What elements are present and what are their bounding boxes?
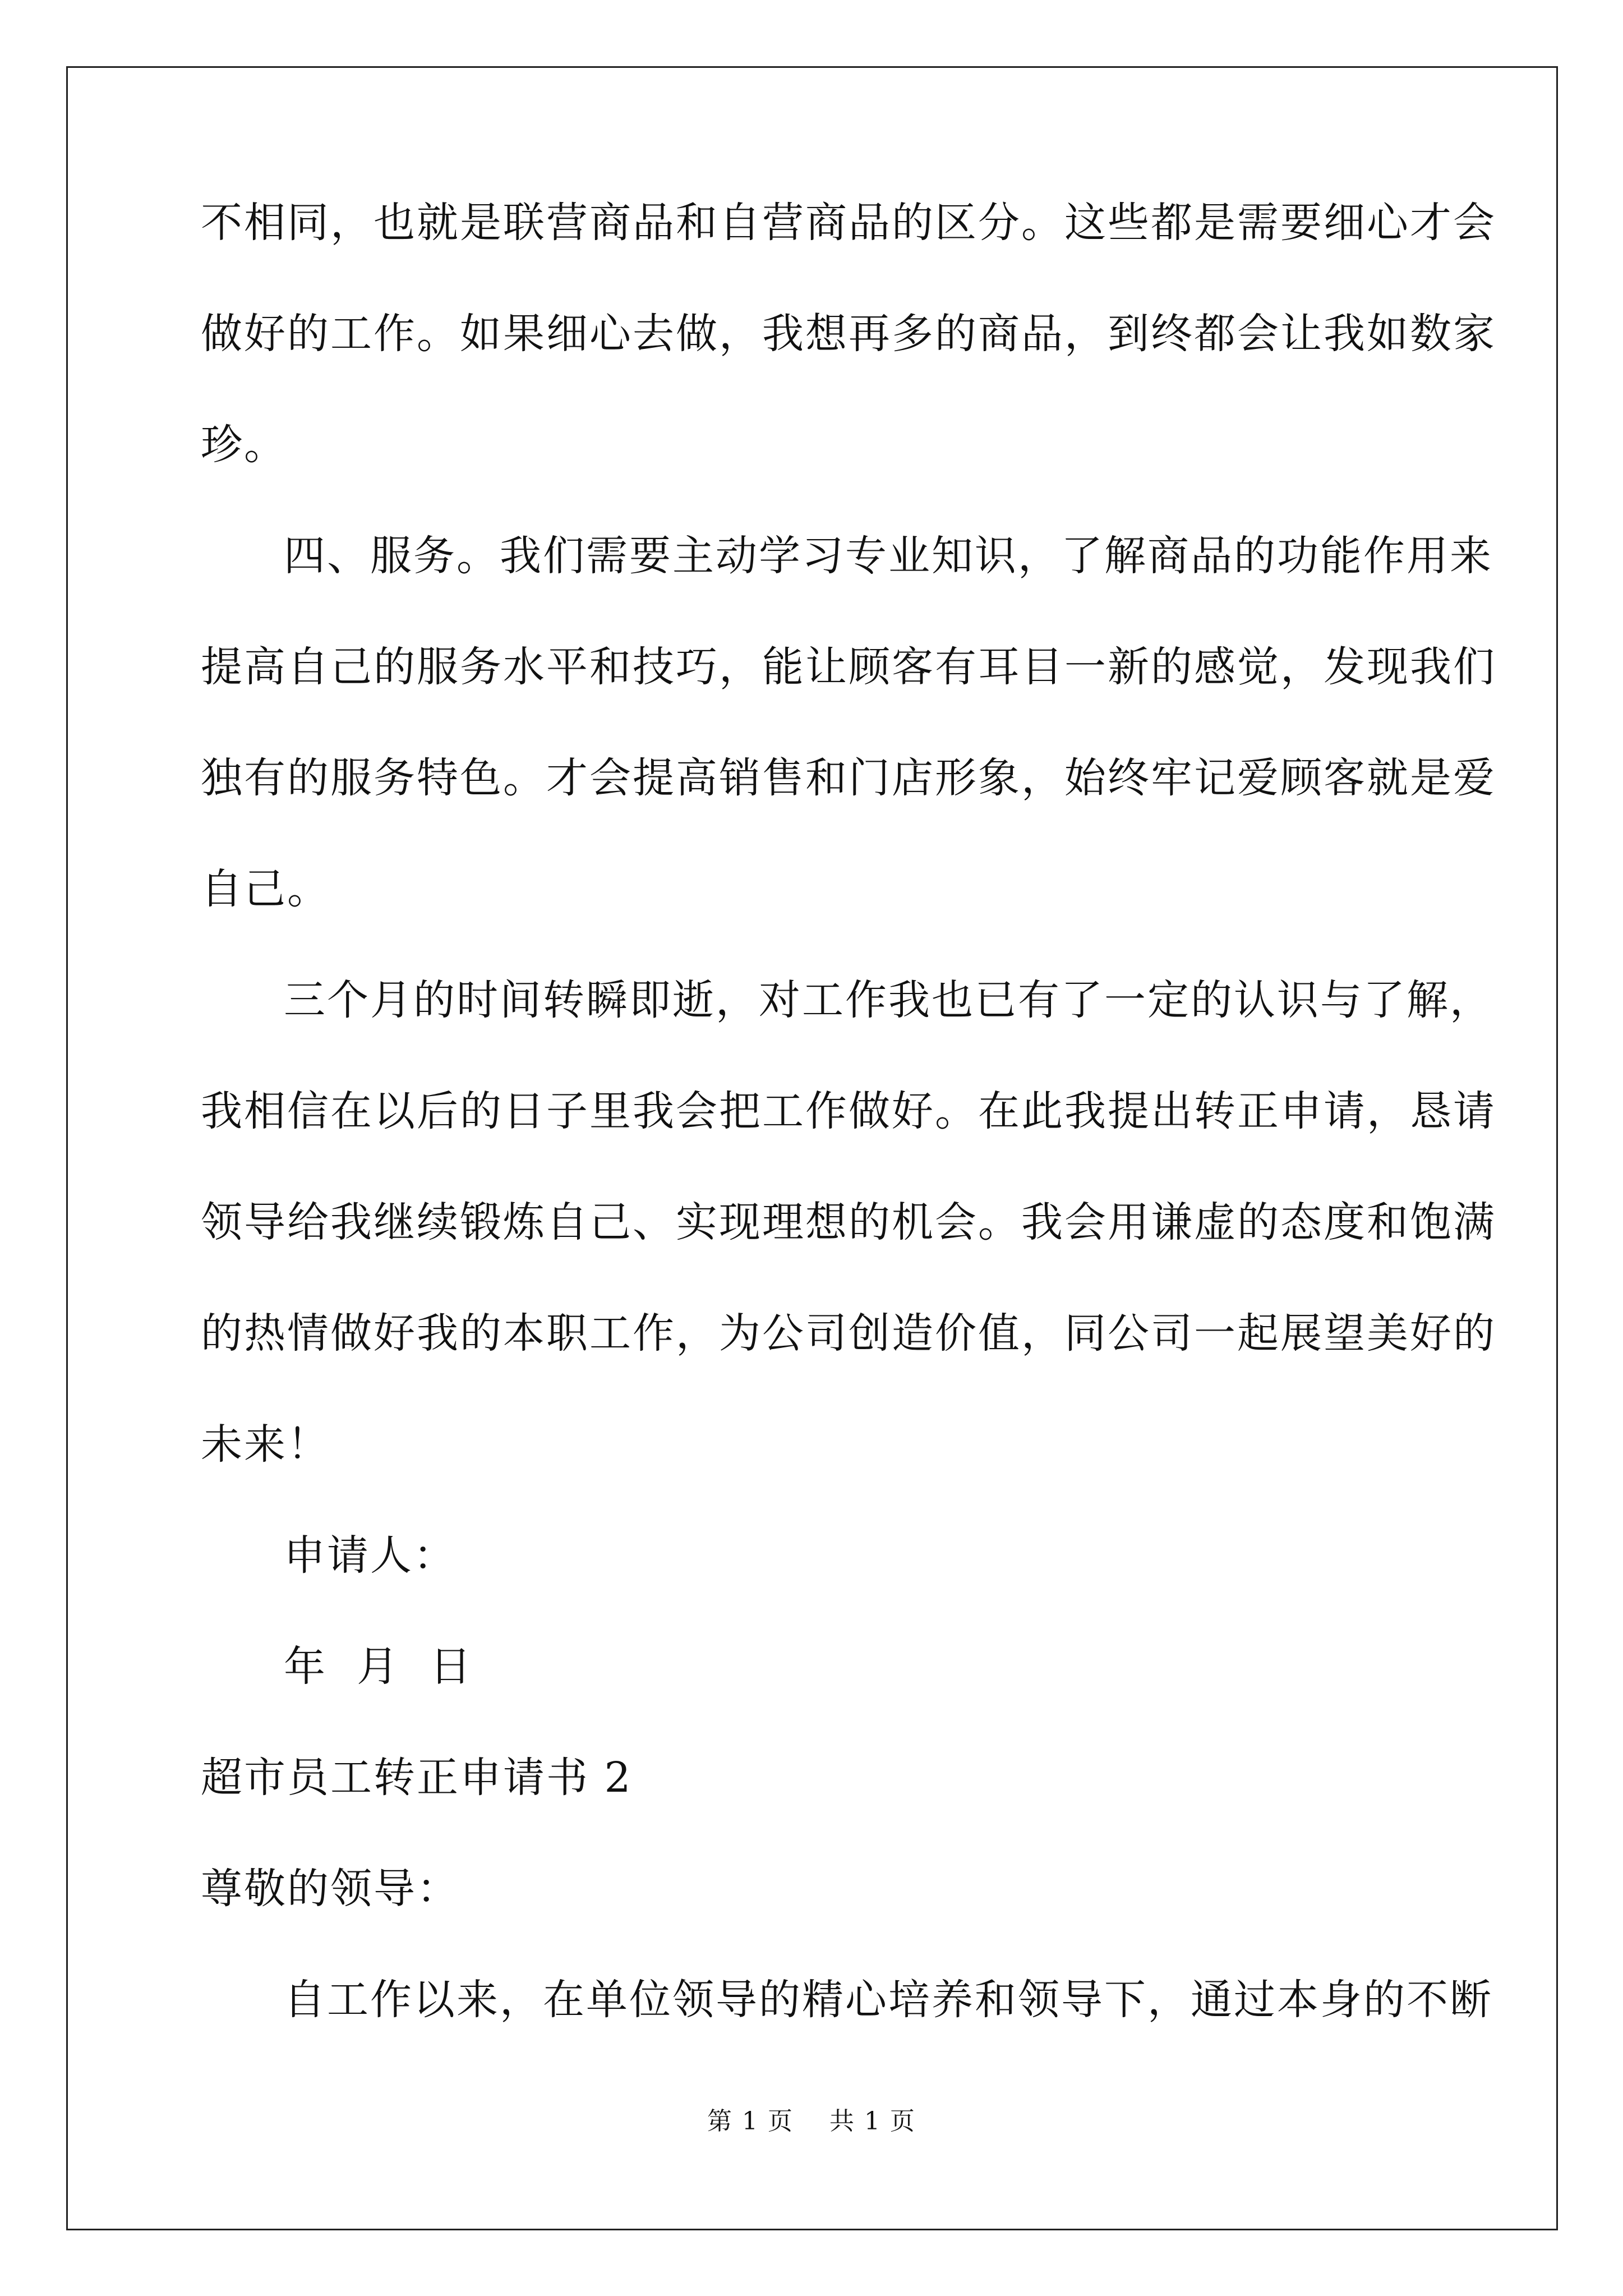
text-line: 独有的服务特色。才会提高销售和门店形象，始终牢记爱顾客就是爱 xyxy=(201,754,1496,802)
text-line: 自工作以来，在单位领导的精心培养和领导下，通过本身的不断 xyxy=(284,1976,1493,2024)
paragraph-opening xyxy=(201,1976,1493,2024)
paragraph-conclusion xyxy=(201,976,1496,1469)
text-line: 的热情做好我的本职工作，为公司创造价值，同公司一起展望美好的 xyxy=(201,1309,1496,1358)
document-body xyxy=(201,199,1496,2090)
text-line: 三个月的时间转瞬即逝，对工作我也已有了一定的认识与了解， xyxy=(284,976,1493,1024)
text-line: 自己。 xyxy=(201,865,330,913)
section-title: 超市员工转正申请书 2 xyxy=(201,1754,633,1802)
paragraph-product-distinction xyxy=(201,199,1496,469)
paragraph-service xyxy=(201,532,1496,913)
text-line: 珍。 xyxy=(201,421,287,469)
text-line: 我相信在以后的日子里我会把工作做好。在此我提出转正申请，恳请 xyxy=(201,1087,1496,1135)
text-line: 提高自己的服务水平和技巧，能让顾客有耳目一新的感觉，发现我们 xyxy=(201,643,1496,691)
applicant-signature-line: 申请人： xyxy=(284,1531,457,1580)
page-footer: 第 1 页 共 1 页 xyxy=(707,2107,916,2136)
text-line: 领导给我继续锻炼自己、实现理想的机会。我会用谦虚的态度和饱满 xyxy=(201,1198,1496,1246)
text-line: 未来！ xyxy=(201,1420,330,1469)
salutation: 尊敬的领导： xyxy=(201,1865,460,1913)
date-line: 年 月 日 xyxy=(284,1642,473,1691)
text-line: 不相同，也就是联营商品和自营商品的区分。这些都是需要细心才会 xyxy=(201,199,1496,247)
text-line: 四、服务。我们需要主动学习专业知识，了解商品的功能作用来 xyxy=(284,532,1493,580)
text-line: 做好的工作。如果细心去做，我想再多的商品，到终都会让我如数家 xyxy=(201,310,1496,358)
